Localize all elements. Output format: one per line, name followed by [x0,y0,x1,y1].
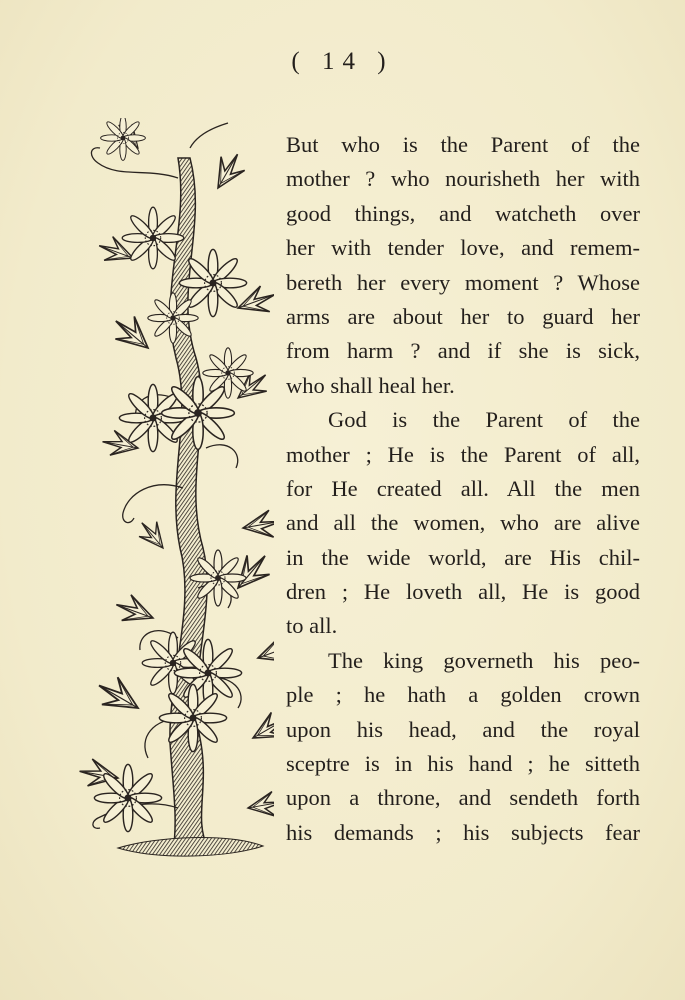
text-line: bereth her every moment ? Whose [286,269,640,295]
text-line: But who is the Parent of the [286,132,640,157]
text-line: upon his head, and the royal [286,716,640,742]
paragraph-1 [286,128,640,403]
text-line: God is the Parent of the [328,407,640,433]
text-line: and all the women, who are alive [286,510,640,536]
text-line: The king governeth his peo- [328,647,640,673]
text-line: upon a throne, and sendeth forth [286,785,640,811]
page-number: ( 14 ) [291,48,394,75]
text-line: to all. [286,613,338,639]
text-line: good things, and watcheth over [286,200,640,226]
text-line: arms are about her to guard her [286,303,640,329]
text-line: from harm ? and if she is sick, [286,338,640,364]
text-line: ple ; he hath a golden crown [286,682,640,708]
text-line: mother ? who nourisheth her with [286,166,640,192]
text-line: dren ; He loveth all, He is good [286,579,640,605]
passion-flower-vine-icon [78,118,274,863]
text-line: mother ; He is the Parent of all, [286,441,640,467]
text-line: who shall heal her. [286,372,455,398]
text-line: for He created all. All the men [286,475,640,501]
body-text [286,128,640,850]
paragraph-3 [286,644,640,850]
text-line: his demands ; his subjects fear [286,819,640,845]
text-line: her with tender love, and remem- [286,235,640,261]
text-line: in the wide world, are His chil- [286,544,640,570]
text-line: sceptre is in his hand ; he sitteth [286,751,640,777]
paragraph-2 [286,403,640,644]
